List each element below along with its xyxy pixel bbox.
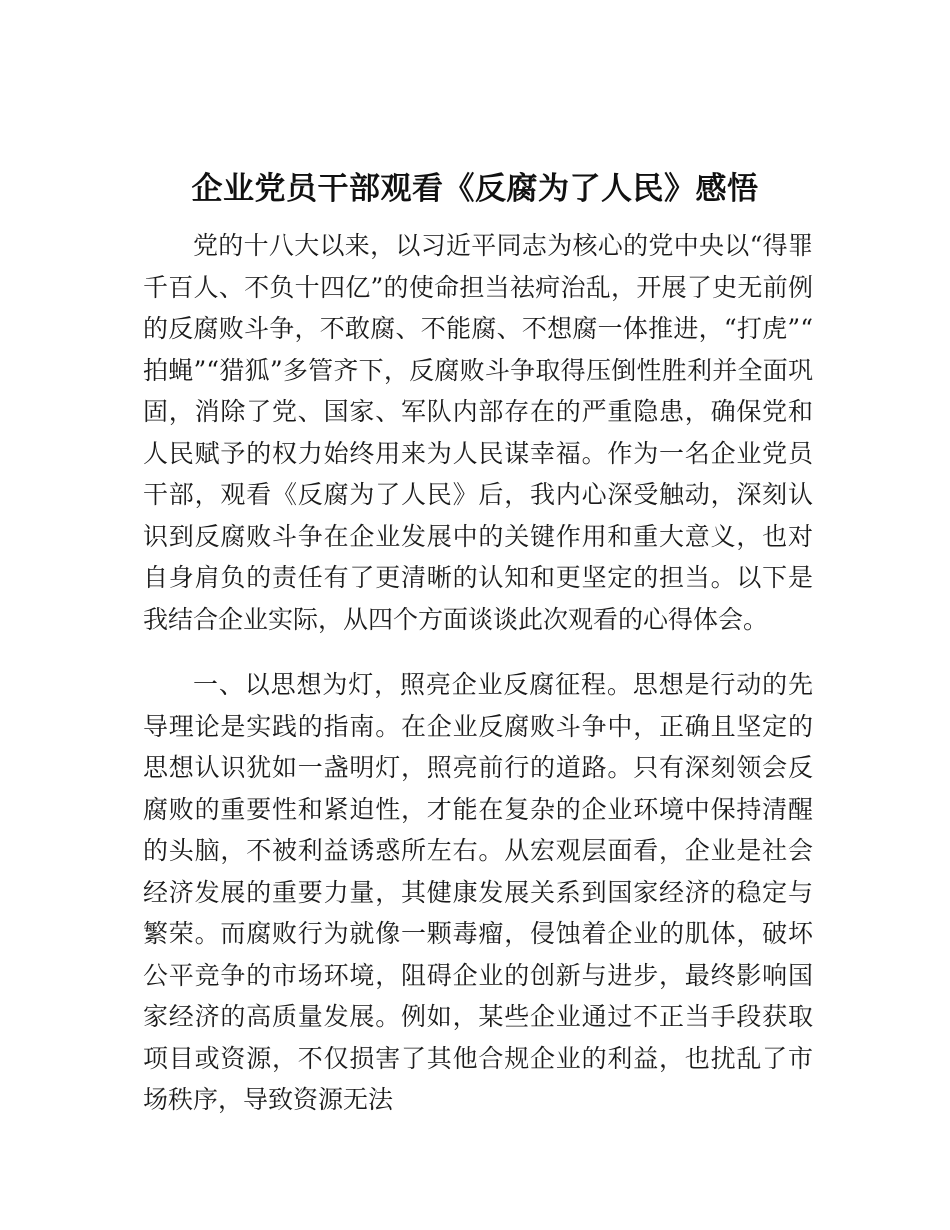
document-title: 企业党员干部观看《反腐为了人民》感悟 — [191, 171, 759, 207]
body-paragraph: 一、以思想为灯，照亮企业反腐征程。思想是行动的先导理论是实践的指南。在企业反腐败斗争中，正确且坚定的思想认识犹如一盏明灯，照亮前行的道路。只有深刻领会反腐败的重要性和紧迫性，才能在复杂的企业环境中保持清醒的头脑，不被利益诱惑所左右。从宏观层面看，企业是社会经济发展的重要力量，其健康发展关系到国家经济的稳定与繁荣。而腐败行为就像一颗毒瘤，侵蚀着企业的肌体，破坏公平竞争的市场环境，阻碍企业的创新与进步，最终影响国家经济的高质量发展。例如，某些企业通过不正当手段获取项目或资源，不仅损害了其他合规企业的利益，也扰乱了市场秩序，导致资源无法 — [143, 670, 813, 1114]
body-paragraph: 党的十八大以来，以习近平同志为核心的党中央以“得罪千百人、不负十四亿”的使命担当祛疴治乱，开展了史无前例的反腐败斗争，不敢腐、不能腐、不想腐一体推进，“打虎”“拍蝇”“猎狐”多管齐下，反腐败斗争取得压倒性胜利并全面巩固，消除了党、国家、军队内部存在的严重隐患，确保党和人民赋予的权力始终用来为人民谋幸福。作为一名企业党员干部，观看《反腐为了人民》后，我内心深受触动，深刻认识到反腐败斗争在企业发展中的关键作用和重大意义，也对自身肩负的责任有了更清晰的认知和更坚定的担当。以下是我结合企业实际，从四个方面谈谈此次观看的心得体会。 — [143, 231, 813, 634]
